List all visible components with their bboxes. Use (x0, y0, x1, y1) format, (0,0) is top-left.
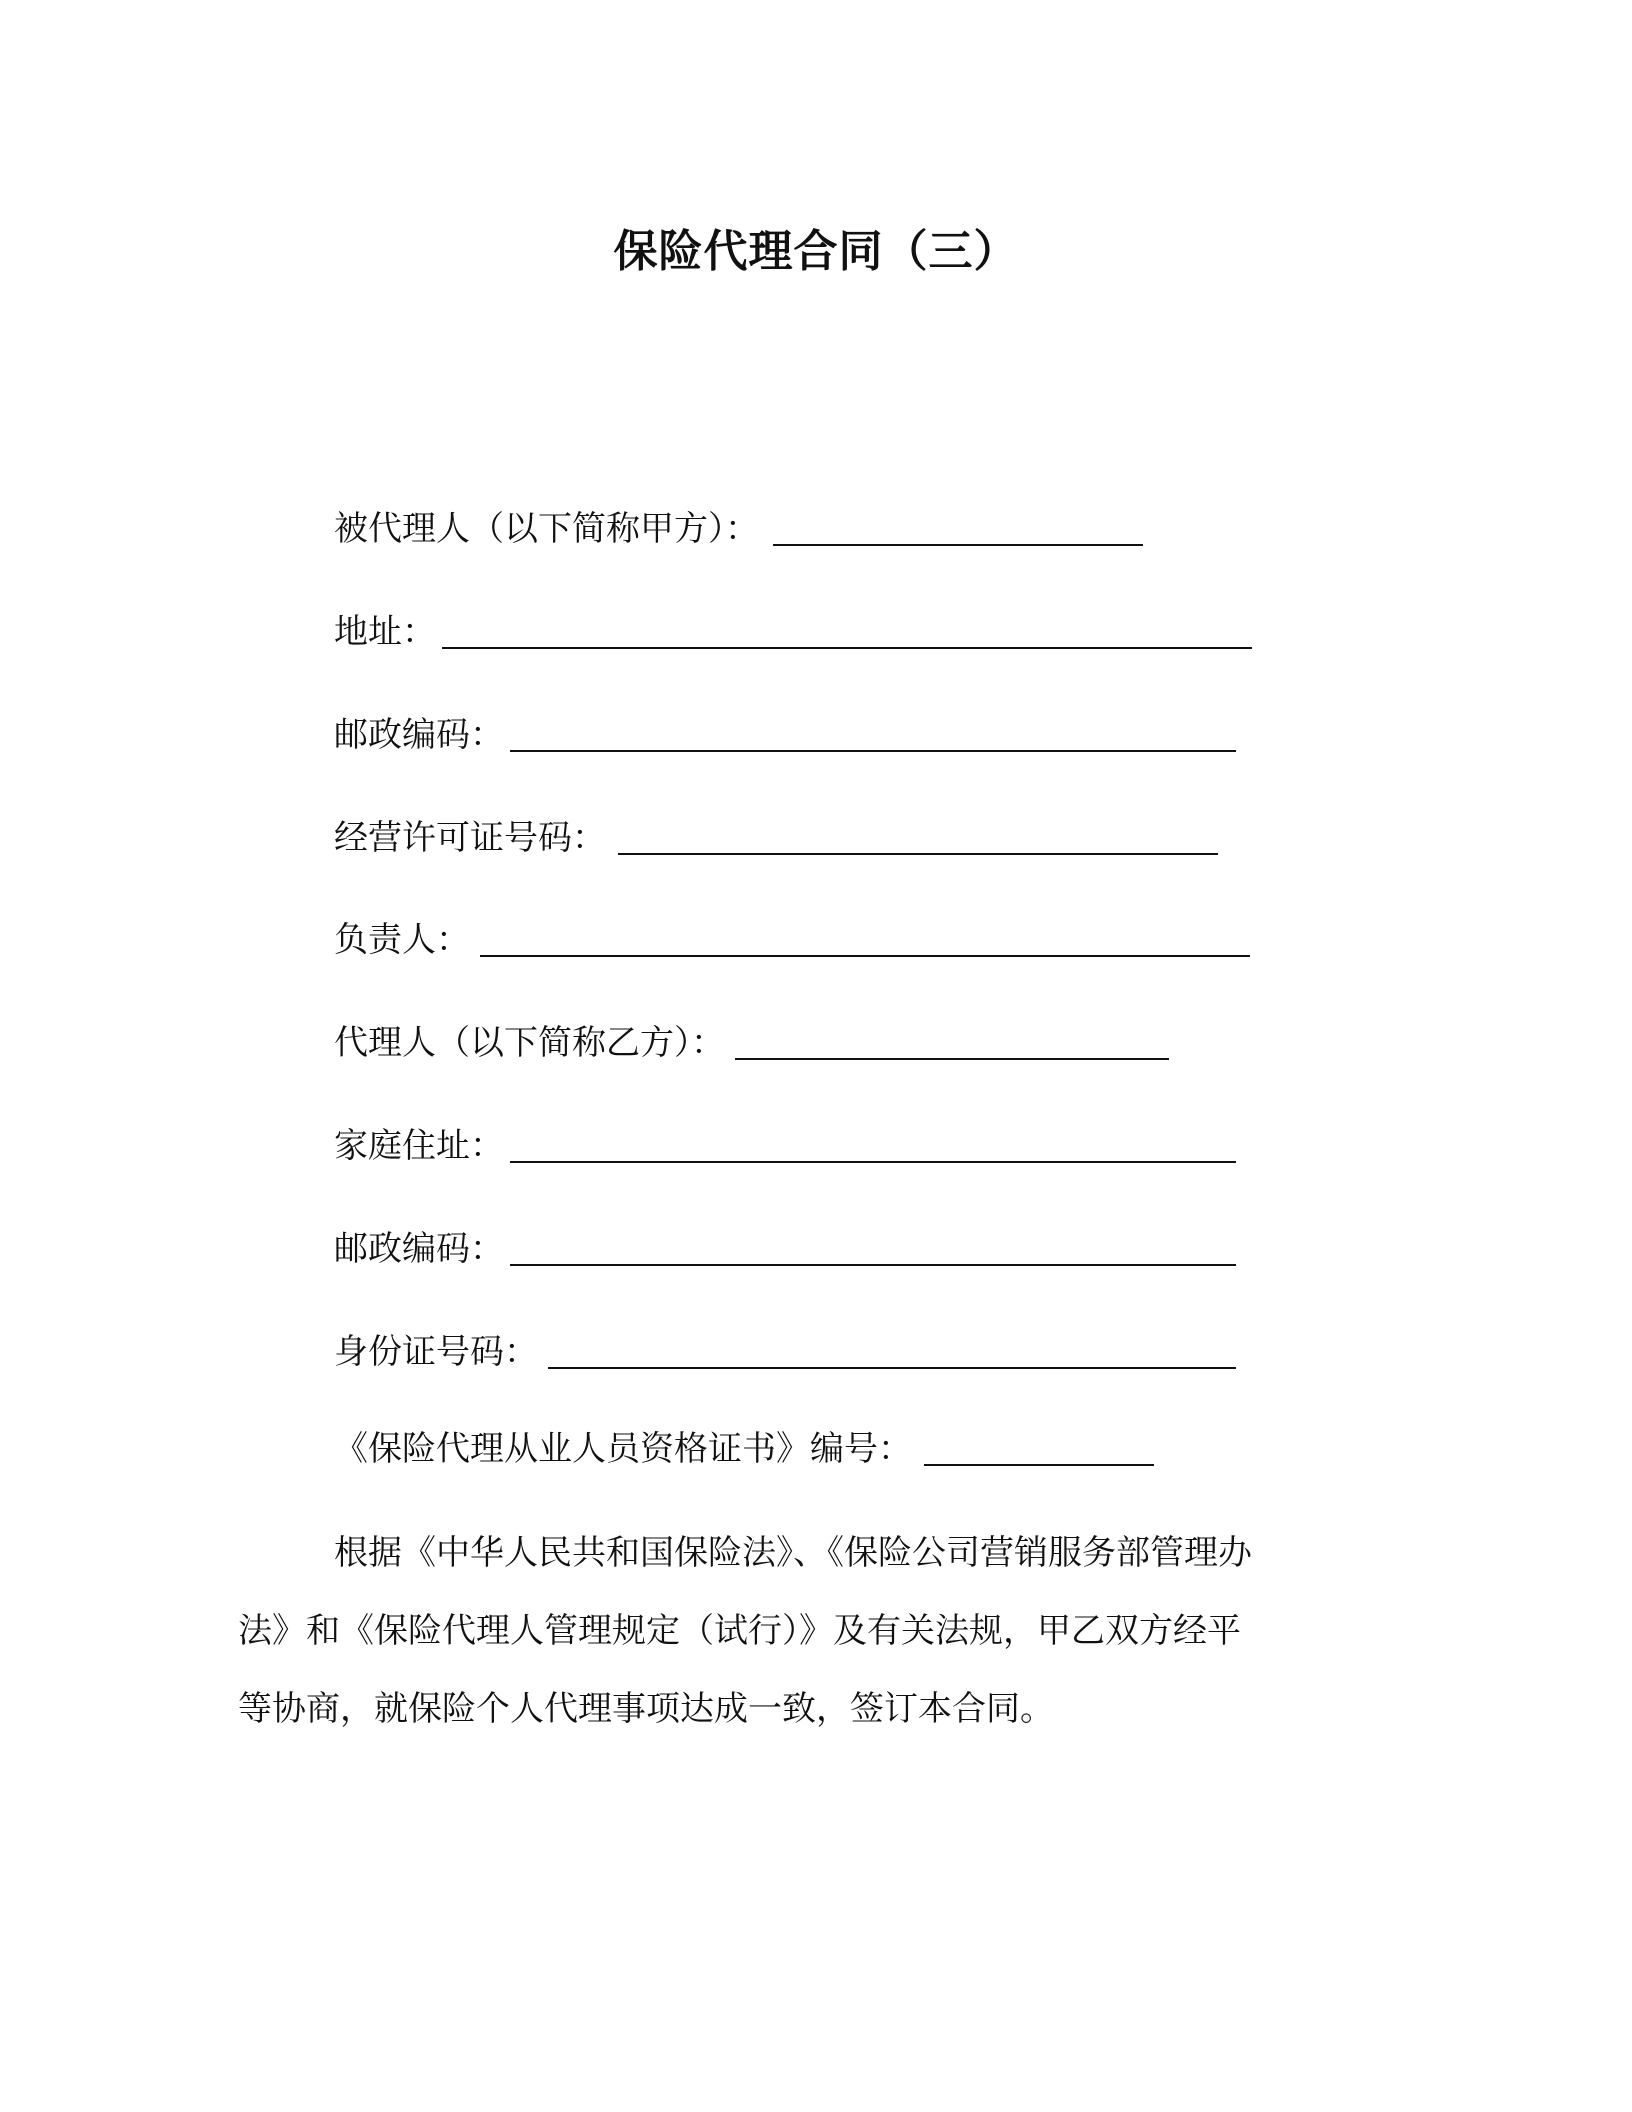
field-blank-certificate-number[interactable] (924, 1430, 1154, 1466)
field-certificate-number (334, 1420, 1154, 1474)
preamble-line: 根据《中华人民共和国保险法》、《保险公司营销服务部管理办 (334, 1533, 1252, 1573)
field-label-license-number: 经营许可证号码： (334, 818, 606, 858)
field-blank-person-in-charge[interactable] (480, 921, 1250, 957)
field-label-postcode-b: 邮政编码： (334, 1229, 504, 1269)
field-postcode-b (334, 1220, 1236, 1274)
field-blank-address[interactable] (442, 613, 1252, 649)
field-label-id-number: 身份证号码： (334, 1332, 538, 1372)
field-label-address: 地址： (334, 612, 436, 652)
field-principal (334, 500, 1143, 554)
field-blank-postcode-b[interactable] (510, 1230, 1236, 1266)
field-postcode-a (334, 706, 1236, 760)
field-label-person-in-charge: 负责人： (334, 920, 470, 960)
preamble-paragraph (238, 1514, 1388, 1748)
field-label-postcode-a: 邮政编码： (334, 715, 504, 755)
document-title: 保险代理合同（三） (613, 226, 1019, 277)
field-label-certificate-number: 《保险代理从业人员资格证书》编号： (334, 1429, 912, 1469)
field-blank-principal[interactable] (773, 510, 1143, 546)
field-address (334, 603, 1252, 657)
field-blank-agent[interactable] (735, 1024, 1169, 1060)
preamble-line: 法》和《保险代理人管理规定（试行）》及有关法规，甲乙双方经平 (238, 1611, 1241, 1651)
field-home-address (334, 1117, 1236, 1171)
field-agent (334, 1014, 1169, 1068)
field-license-number (334, 809, 1218, 863)
field-person-in-charge (334, 911, 1250, 965)
field-blank-id-number[interactable] (548, 1333, 1236, 1369)
field-blank-license-number[interactable] (618, 819, 1218, 855)
field-label-agent: 代理人（以下简称乙方）： (334, 1023, 725, 1063)
field-blank-home-address[interactable] (510, 1127, 1236, 1163)
field-id-number (334, 1323, 1236, 1377)
field-label-principal: 被代理人（以下简称甲方）： (334, 509, 759, 549)
field-label-home-address: 家庭住址： (334, 1126, 504, 1166)
preamble-line: 等协商，就保险个人代理事项达成一致，签订本合同。 (238, 1689, 1054, 1729)
field-blank-postcode-a[interactable] (510, 716, 1236, 752)
